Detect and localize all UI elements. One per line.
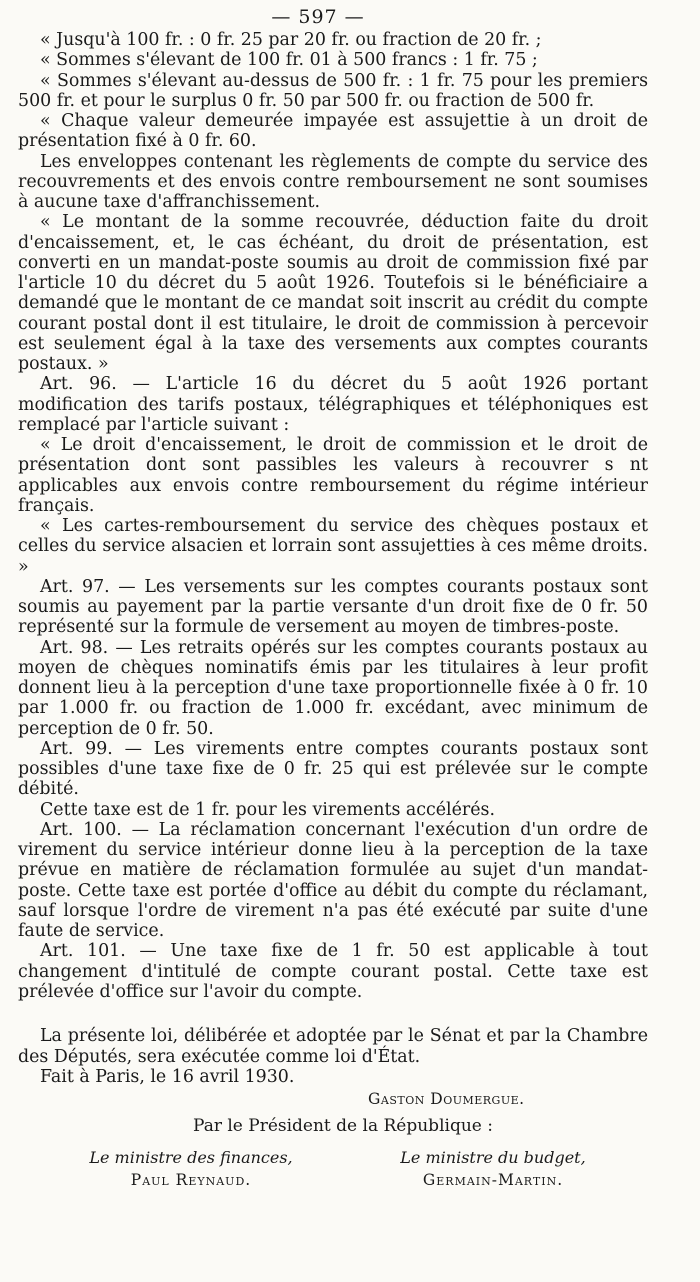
president-signature: Gaston Doumergue.	[368, 1089, 525, 1108]
article-97: Art. 97. — Les versements sur les comptes courants postaux sont soumis au payement par la partie versante d'un droit fixe de 0 fr. 50 représenté sur la formule de versement au moyen de timbres-poste.	[18, 576, 648, 638]
by-president-line: Par le Président de la République :	[193, 1115, 493, 1136]
article-96: Art. 96. — L'article 16 du décret du 5 août 1926 portant modification des tarifs postaux, télégraphiques et téléphoniques est remplacé par l'article suivant :	[18, 374, 648, 435]
tariff-line-2: « Sommes s'élevant de 100 fr. 01 à 500 francs : 1 fr. 75 ;	[40, 50, 538, 71]
article-100: Art. 100. — La réclamation concernant l'exécution d'un ordre de virement du service intérieur donne lieu à la perception de la taxe prévue en matière de réclamation formulée au sujet d'un mandat-poste. Cette taxe est portée d'office au débit du compte du réclamant, sauf lorsque l'ordre de virement n'a pas été exécuté par suite d'une faute de service.	[18, 819, 648, 941]
page-number: — 597 —	[271, 6, 365, 28]
article-text	[18, 30, 648, 1002]
amount-conversion-paragraph: « Le montant de la somme recouvrée, déduction faite du droit d'encaissement, et, le cas échéant, du droit de présentation, est converti en un mandat-poste soumis au droit de commission fixé par l'article 10 du décret du 5 août 1926. Toutefois si le bénéficiaire a demandé que le montant de ce mandat soit inscrit au crédit du compte courant postal dont il est titulaire, le droit de commission à percevoir est seulement égal à la taxe des versements aux comptes courants postaux. »	[18, 212, 648, 374]
article-96-quote-1: « Le droit d'encaissement, le droit de commission et le droit de présentation dont sont passibles les valeurs à recouvrer s nt applicables aux envois contre remboursement du régime intérieur français.	[18, 435, 648, 516]
budget-minister	[358, 1147, 628, 1191]
tariff-line-1: « Jusqu'à 100 fr. : 0 fr. 25 par 20 fr. ou fraction de 20 fr. ;	[40, 30, 542, 50]
promulgation-text: La présente loi, délibérée et adoptée par le Sénat et par la Chambre des Députés, sera exécutée comme loi d'État.	[18, 1026, 648, 1067]
article-101: Art. 101. — Une taxe fixe de 1 fr. 50 est applicable à tout changement d'intitulé de compte courant postal. Cette taxe est prélevée d'office sur l'avoir du compte.	[18, 941, 648, 1002]
budget-minister-name: Germain-Martin.	[422, 1170, 564, 1189]
ministers-signatures	[18, 1147, 648, 1191]
article-99-accelerated: Cette taxe est de 1 fr. pour les virements accélérés.	[40, 799, 495, 820]
date-line: Fait à Paris, le 16 avril 1930.	[40, 1067, 295, 1087]
finance-minister-title: Le ministre des finances,	[89, 1147, 293, 1167]
budget-minister-title: Le ministre du budget,	[400, 1147, 586, 1167]
envelopes-paragraph: Les enveloppes contenant les règlements de compte du service des recouvrements et des envois contre remboursement ne sont soumises à aucune taxe d'affranchissement.	[18, 151, 648, 212]
closing-block	[18, 1026, 648, 1088]
finance-minister	[56, 1147, 326, 1191]
article-96-quote-2: « Les cartes-remboursement du service des chèques postaux et celles du service alsacien et lorrain sont assujetties à ces même droits. »	[18, 516, 648, 577]
article-98: Art. 98. — Les retraits opérés sur les comptes courants postaux au moyen de chèques nominatifs émis par les titulaires à leur profit donnent lieu à la perception d'une taxe proportionnelle fixée à 0 fr. 10 par 1.000 fr. ou fraction de 1.000 fr. excédant, avec minimum de perception de 0 fr. 50.	[18, 637, 648, 739]
finance-minister-name: Paul Reynaud.	[130, 1170, 252, 1189]
tariff-line-3: « Sommes s'élevant au-dessus de 500 fr. : 1 fr. 75 pour les premiers 500 fr. et pour le surplus 0 fr. 50 par 500 fr. ou fraction de 500 fr.	[18, 70, 648, 111]
presentation-fee-paragraph: « Chaque valeur demeurée impayée est assujettie à un droit de présentation fixé à 0 fr. 60.	[18, 111, 648, 152]
article-99: Art. 99. — Les virements entre comptes courants postaux sont possibles d'une taxe fixe de 0 fr. 25 qui est prélevée sur le compte débité.	[18, 738, 648, 800]
